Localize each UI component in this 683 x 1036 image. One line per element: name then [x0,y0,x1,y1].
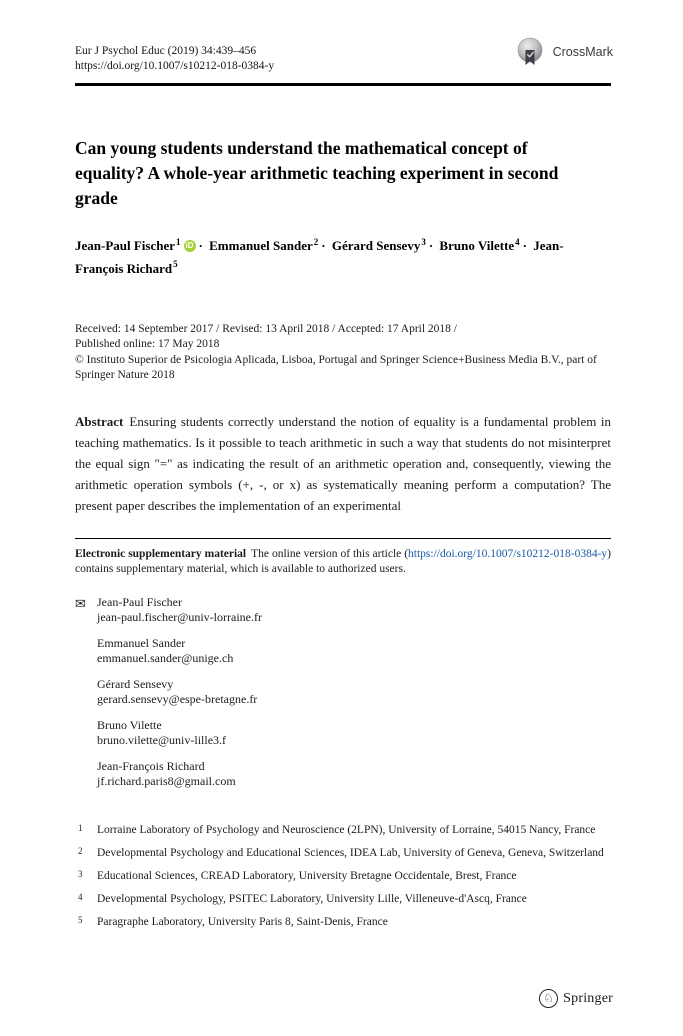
contact-entry [97,677,611,708]
affiliation-text: Developmental Psychology and Educational Sciences, IDEA Lab, University of Geneva, Geneva, Switzerland [97,846,604,859]
author-name: Emmanuel Sander$^2$ [209,237,319,254]
crossmark-icon [515,36,547,68]
affiliation-entry [75,869,611,884]
article-history [75,322,611,384]
supplementary-label: Electronic supplementary material [75,547,247,560]
received-line: Received: 14 September 2017 / Revised: 13 April 2018 / Accepted: 17 April 2018 / [75,322,457,335]
author-name: Gérard Sensevy$^3$ [331,237,426,254]
affiliation-number: 2 [78,845,83,856]
envelope-icon: ✉ [75,595,86,611]
crossmark-label: CrossMark [552,45,613,59]
author-separator: · [522,238,528,254]
affiliation-entry [75,915,611,930]
copyright-line: © Instituto Superior de Psicologia Aplicada, Lisboa, Portugal and Springer Science+Business Media B.V., part of Springer Nature 2018 [75,353,597,382]
affiliation-entry [75,846,611,861]
article-title: Can young students understand the mathematical concept of equality? A whole-year arithmetic teaching experiment in second grade [75,138,559,208]
affiliation-text: Developmental Psychology, PSITEC Laboratory, University Lille, Villeneuve-d'Ascq, France [97,892,527,905]
contact-name: Jean-Paul Fischer [97,594,182,609]
author-affil-sup: 5 [173,259,178,270]
orcid-icon[interactable]: iD [185,241,194,251]
crossmark-badge[interactable] [515,36,613,68]
affiliation-text: Paragraphe Laboratory, University Paris 8, Saint-Denis, France [97,915,388,928]
affiliation-number: 3 [78,868,83,879]
correspondence-block [75,595,611,790]
author-name: Jean-François Richard$^5$ [75,238,564,276]
contact-email: jean-paul.fischer@univ-lorraine.fr [97,610,262,625]
affiliation-entry [75,892,611,907]
contact-email: emmanuel.sander@unige.ch [97,651,234,666]
affiliation-number: 4 [78,891,83,902]
author-separator: · [198,238,203,254]
content-column [75,0,611,938]
author-affil-sup: 2 [313,237,319,247]
affiliation-text: Lorraine Laboratory of Psychology and Neuroscience (2LPN), University of Lorraine, 54015 Nancy, France [97,823,596,836]
header [75,44,611,74]
affiliation-number: 1 [78,822,83,833]
abstract [75,411,611,516]
contact-entry [97,759,611,790]
contact-email: gerard.sensevy@espe-bretagne.fr [97,692,258,707]
journal-meta [75,44,274,74]
author-name: Bruno Vilette$^4$ [439,237,520,254]
springer-wordmark: Springer [563,990,613,1006]
author-affil-sup: 4 [515,237,520,247]
header-doi: https://doi.org/10.1007/s10212-018-0384-y [75,60,275,72]
author-list [75,233,611,278]
abstract-text: Ensuring students correctly understand the notion of equality is a fundamental problem in teaching mathematics. Is it possible to teach arithmetic in such a way that students do not misinterpret the equal sign "=" as indicating the result of an arithmetic operation and, consequently, viewing the arithmetic operation symbols (+, -, or x) as systematically meaning perform a computation? The present paper describes the implementation of an experimental [75,413,611,513]
author-affil-sup: 3 [421,237,426,247]
author-separator: · [428,238,434,254]
author-name: Jean-Paul Fischer$^1$ [75,237,181,254]
contact-entry [97,636,611,667]
contact-name: Jean-François Richard [97,758,205,773]
author-separator: · [321,238,326,254]
contact-entry [97,718,611,749]
author-affil-sup: 1 [176,237,181,247]
springer-horse-icon: ♘ [539,989,558,1008]
journal-citation: Eur J Psychol Educ (2019) 34:439–456 [75,45,257,57]
header-rule [75,83,611,86]
supplementary-doi-link[interactable]: https://doi.org/10.1007/s10212-018-0384-y [408,547,608,560]
supplementary-text-after: ) contains supplementary material, which is available to authorized users. [75,547,611,575]
abstract-label: Abstract [75,413,124,429]
published-line: Published online: 17 May 2018 [75,338,220,351]
contact-email: bruno.vilette@univ-lille3.f [97,733,227,748]
supplementary-note [75,538,611,577]
contact-entry [97,595,611,626]
contact-email: jf.richard.paris8@gmail.com [97,774,236,789]
springer-logo [539,989,613,1008]
supplementary-text-before: The online version of this article ( [251,547,409,560]
affiliations-block [75,823,611,930]
affiliation-number: 5 [78,914,83,925]
contact-name: Bruno Vilette [97,717,162,732]
affiliation-entry [75,823,611,838]
contact-name: Emmanuel Sander [97,635,186,650]
affiliation-text: Educational Sciences, CREAD Laboratory, University Bretagne Occidentale, Brest, France [97,869,517,882]
contact-name: Gérard Sensevy [97,676,174,691]
